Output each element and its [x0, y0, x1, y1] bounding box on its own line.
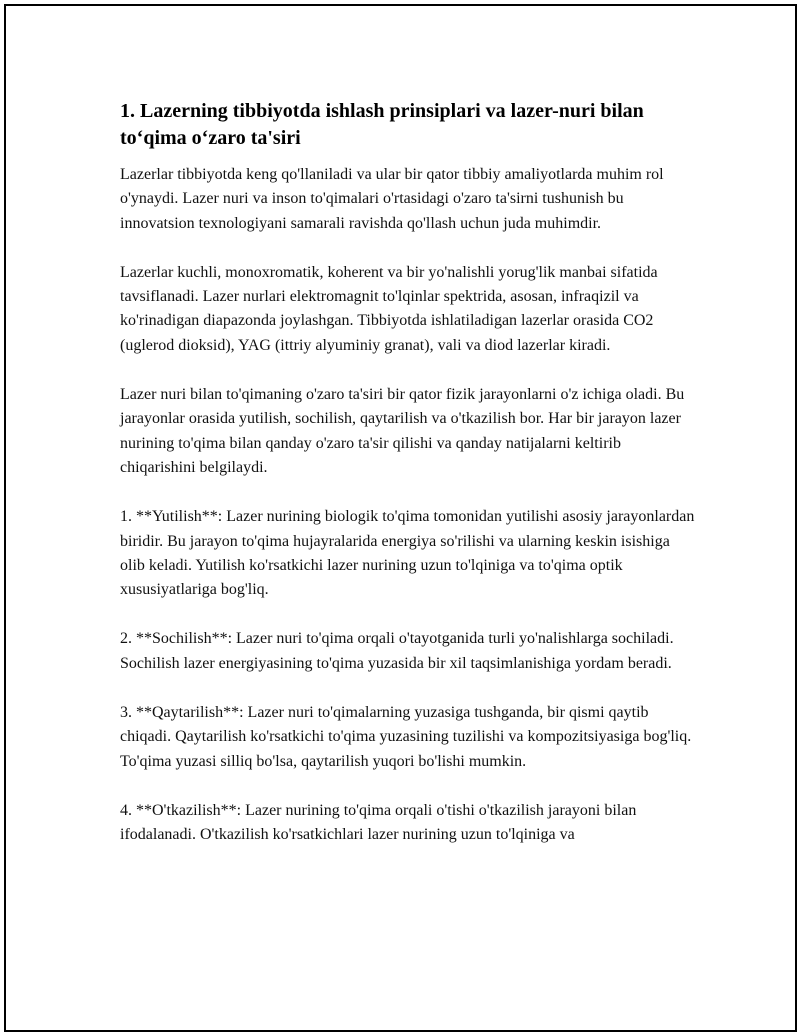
list-item-scattering: 2. **Sochilish**: Lazer nuri to'qima orqali o'tayotganida turli yo'nalishlarga sochiladi. Sochilish lazer energiyasining to'qima yuzasida bir xil taqsimlanishiga yordam beradi.: [120, 630, 674, 672]
document-title: 1. Lazerning tibbiyotda ishlash prinsiplari va lazer-nuri bilan to‘qima o‘zaro ta'siri: [120, 100, 644, 149]
list-item-reflection: 3. **Qaytarilish**: Lazer nuri to'qimalarning yuzasiga tushganda, bir qismi qaytib chiqadi. Qaytarilish ko'rsatkichi to'qima yuzasining tuzilishi va kompozitsiyasiga bog'liq. To'qima yuzasi silliq bo'lsa, qaytarilish yuqori bo'lishi mumkin.: [120, 704, 692, 770]
paragraph-intro: Lazerlar tibbiyotda keng qo'llaniladi va ular bir qator tibbiy amaliyotlarda muhim rol o'ynaydi. Lazer nuri va inson to'qimalari o'rtasidagi o'zaro ta'sirni tushunish bu innovatsion texnologiyani samarali ravishda qo'llash uchun juda muhimdir.: [120, 166, 664, 232]
document-body: [120, 98, 695, 848]
paragraph-laser-properties: Lazerlar kuchli, monoxromatik, koherent va bir yo'nalishli yorug'lik manbai sifatida tavsiflanadi. Lazer nurlari elektromagnit to'lqinlar spektrida, asosan, infraqizil va ko'rinadigan diapazonda joylashgan. Tibbiyotda ishlatiladigan lazerlar orasida CO2 (uglerod dioksid), YAG (ittriy alyuminiy granat), vali va diod lazerlar kiradi.: [120, 263, 658, 354]
paragraph-interaction-processes: Lazer nuri bilan to'qimaning o'zaro ta'siri bir qator fizik jarayonlarni o'z ichiga oladi. Bu jarayonlar orasida yutilish, sochilish, qaytarilish va o'tkazilish bor. Har bir jarayon lazer nurining to'qima bilan qanday o'zaro ta'sir qilishi va qanday natijalarni keltirib chiqarishini belgilaydi.: [120, 386, 685, 476]
list-item-transmission: 4. **O'tkazilish**: Lazer nurining to'qima orqali o'tishi o'tkazilish jarayoni bilan ifodalanadi. O'tkazilish ko'rsatkichlari lazer nurining uzun to'lqiniga va: [120, 801, 637, 844]
list-item-absorption: 1. **Yutilish**: Lazer nurining biologik to'qima tomonidan yutilishi asosiy jarayonlardan biridir. Bu jarayon to'qima hujayralarida energiya so'rilishi va ularning keskin isishiga olib keladi. Yutilish ko'rsatkichi lazer nurining uzun to'lqiniga va to'qima optik xususiyatlariga bog'liq.: [120, 508, 695, 599]
page-frame: [4, 4, 797, 1032]
